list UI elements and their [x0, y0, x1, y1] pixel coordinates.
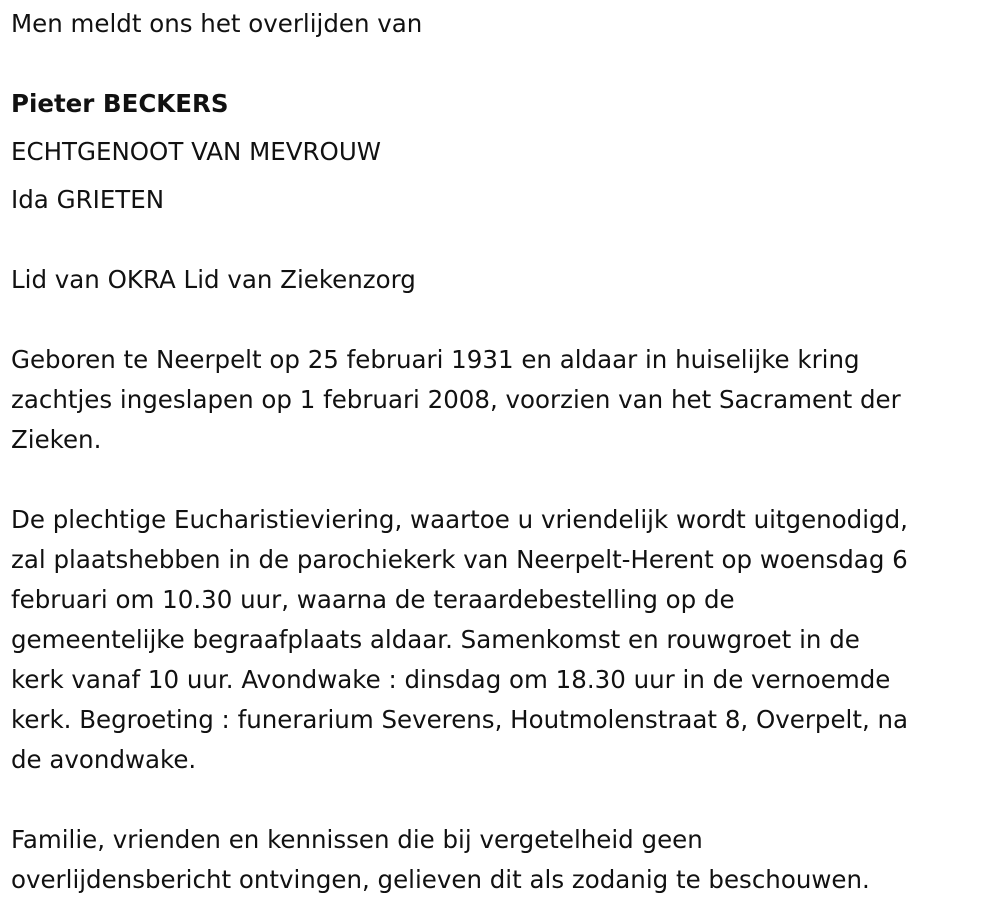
- memberships-text: Lid van OKRA Lid van Ziekenzorg: [11, 265, 416, 294]
- birth-death-paragraph: [11, 340, 988, 460]
- spouse-name: Ida GRIETEN: [11, 185, 165, 214]
- paragraph-line: zachtjes ingeslapen op 1 februari 2008, voorzien van het Sacrament der: [11, 385, 901, 414]
- deceased-name: Pieter BECKERS: [11, 89, 229, 118]
- intro-text: Men meldt ons het overlijden van: [11, 9, 423, 38]
- spacer: [11, 780, 988, 820]
- spacer: [11, 460, 988, 500]
- closing-paragraph: [11, 820, 988, 900]
- paragraph-line: overlijdensbericht ontvingen, gelieven dit als zodanig te beschouwen.: [11, 865, 870, 894]
- paragraph-line: de avondwake.: [11, 745, 197, 774]
- paragraph-line: februari om 10.30 uur, waarna de teraardebestelling op de: [11, 585, 735, 614]
- relation-text: ECHTGENOOT VAN MEVROUW: [11, 137, 382, 166]
- spacer: [11, 220, 988, 260]
- paragraph-line: Geboren te Neerpelt op 25 februari 1931 en aldaar in huiselijke kring: [11, 345, 860, 374]
- ceremony-paragraph: [11, 500, 988, 780]
- paragraph-line: Zieken.: [11, 425, 102, 454]
- paragraph-line: kerk. Begroeting : funerarium Severens, Houtmolenstraat 8, Overpelt, na: [11, 705, 909, 734]
- spacer: [11, 300, 988, 340]
- paragraph-line: gemeentelijke begraafplaats aldaar. Samenkomst en rouwgroet in de: [11, 625, 860, 654]
- paragraph-line: De plechtige Eucharistieviering, waartoe u vriendelijk wordt uitgenodigd,: [11, 505, 908, 534]
- paragraph-line: Familie, vrienden en kennissen die bij vergetelheid geen: [11, 825, 703, 854]
- paragraph-line: zal plaatshebben in de parochiekerk van Neerpelt-Herent op woensdag 6: [11, 545, 908, 574]
- paragraph-line: kerk vanaf 10 uur. Avondwake : dinsdag om 18.30 uur in de vernoemde: [11, 665, 891, 694]
